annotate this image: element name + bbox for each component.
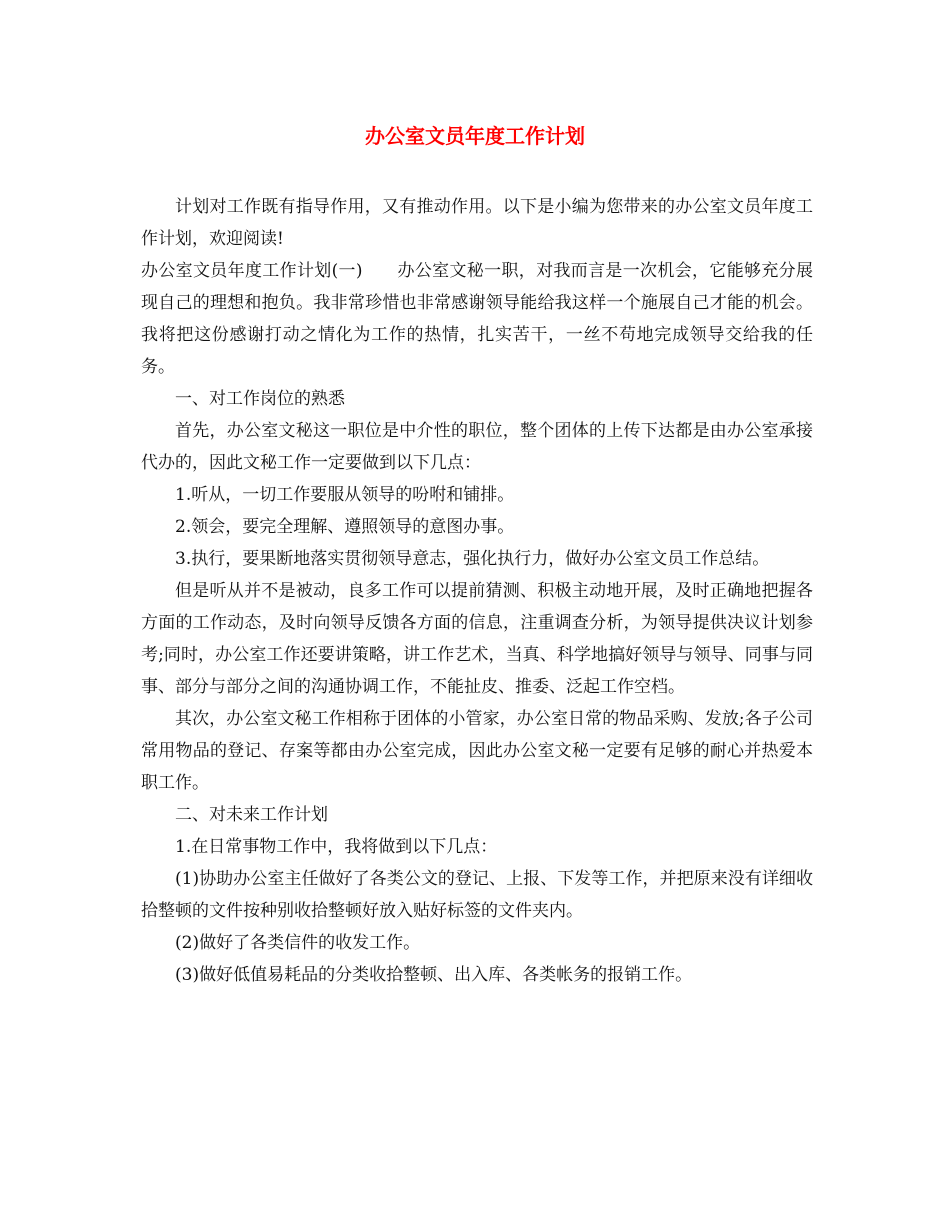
paragraph: 其次，办公室文秘工作相称于团体的小管家，办公室日常的物品采购、发放;各子公司常用物品的登记、存案等都由办公室完成，因此办公室文秘一定要有足够的耐心并热爱本职工作。 (141, 709, 813, 793)
paragraph: (1)协助办公室主任做好了各类公文的登记、上报、下发等工作，并把原来没有详细收拾整顿的文件按种别收拾整顿好放入贴好标签的文件夹内。 (141, 869, 813, 921)
paragraph: 1.听从，一切工作要服从领导的吩咐和铺排。 (175, 485, 515, 505)
paragraph: 2.领会，要完全理解、遵照领导的意图办事。 (175, 517, 515, 537)
paragraph: 3.执行，要果断地落实贯彻领导意志，强化执行力，做好办公室文员工作总结。 (175, 549, 770, 569)
paragraph: 一、对工作岗位的熟悉 (175, 389, 345, 409)
paragraph: 1.在日常事物工作中，我将做到以下几点： (175, 837, 498, 857)
document-body (141, 191, 813, 991)
paragraph: 办公室文员年度工作计划(一) 办公室文秘一职，对我而言是一次机会，它能够充分展现自己的理想和抱负。我非常珍惜也非常感谢领导能给我这样一个施展自己才能的机会。我将把这份感谢打动之情化为工作的热情，扎实苦干，一丝不苟地完成领导交给我的任务。 (141, 261, 813, 377)
paragraph: 计划对工作既有指导作用，又有推动作用。以下是小编为您带来的办公室文员年度工作计划，欢迎阅读! (141, 197, 813, 249)
paragraph: (3)做好低值易耗品的分类收拾整顿、出入库、各类帐务的报销工作。 (175, 965, 693, 985)
paragraph: 但是听从并不是被动，良多工作可以提前猜测、积极主动地开展，及时正确地把握各方面的工作动态，及时向领导反馈各方面的信息，注重调查分析，为领导提供决议计划参考;同时，办公室工作还要讲策略，讲工作艺术，当真、科学地搞好领导与领导、同事与同事、部分与部分之间的沟通协调工作，不能扯皮、推委、泛起工作空档。 (141, 581, 813, 697)
paragraph: (2)做好了各类信件的收发工作。 (175, 933, 421, 953)
paragraph: 首先，办公室文秘这一职位是中介性的职位，整个团体的上传下达都是由办公室承接代办的，因此文秘工作一定要做到以下几点： (141, 421, 813, 473)
paragraph: 二、对未来工作计划 (175, 805, 328, 825)
document-title: 办公室文员年度工作计划 (365, 124, 585, 148)
